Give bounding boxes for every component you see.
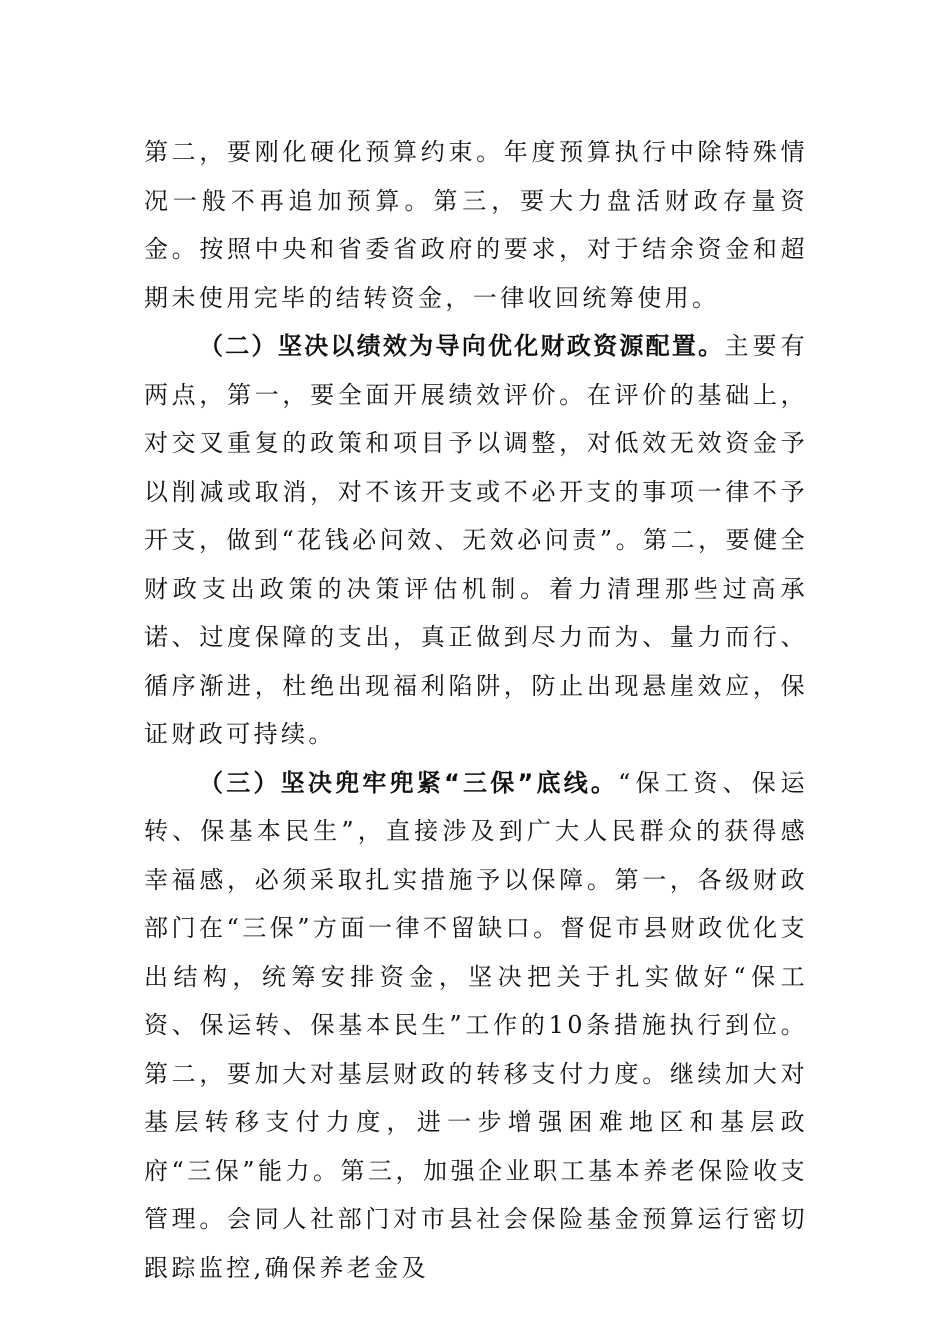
paragraph-text: “保工资、保运转、保基本民生”，直接涉及到广大人民群众的获得感幸福感，必须采取扎实措施予以保障。第一，各级财政部门在“三保”方面一律不留缺口。督促市县财政优化支出结构，统筹安排资金，坚决把关于扎实做好“保工资、保运转、保基本民生”工作的10条措施执行到位。第二，要加大对基层财政的转移支付力度。继续加大对基层转移支付力度，进一步增强困难地区和基层政府“三保”能力。第三，加强企业职工基本养老保险收支管理。会同人社部门对市县社会保险基金预算运行密切跟踪监控,确保养老金及 bbox=[144, 768, 808, 1282]
document-body bbox=[144, 128, 808, 1292]
section-heading: （三）坚决兜牢兜紧“三保”底线。 bbox=[199, 768, 619, 797]
section-heading: （二）坚决以绩效为导向优化财政资源配置。 bbox=[199, 332, 725, 360]
paragraph-performance-allocation bbox=[144, 322, 808, 759]
paragraph-three-guarantees bbox=[144, 759, 808, 1293]
paragraph-text: 第二，要刚化硬化预算约束。年度预算执行中除特殊情况一般不再追加预算。第三，要大力盘活财政存量资金。按照中央和省委省政府的要求，对于结余资金和超期未使用完毕的结转资金，一律收回统筹使用。 bbox=[144, 138, 808, 312]
paragraph-budget-constraint bbox=[144, 128, 808, 322]
paragraph-text: 主要有两点，第一，要全面开展绩效评价。在评价的基础上，对交叉重复的政策和项目予以调整，对低效无效资金予以削减或取消，对不该开支或不必开支的事项一律不予开支，做到“花钱必问效、无效必问责”。第二，要健全财政支出政策的决策评估机制。着力清理那些过高承诺、过度保障的支出，真正做到尽力而为、量力而行、循序渐进，杜绝出现福利陷阱，防止出现悬崖效应，保证财政可持续。 bbox=[144, 332, 808, 748]
